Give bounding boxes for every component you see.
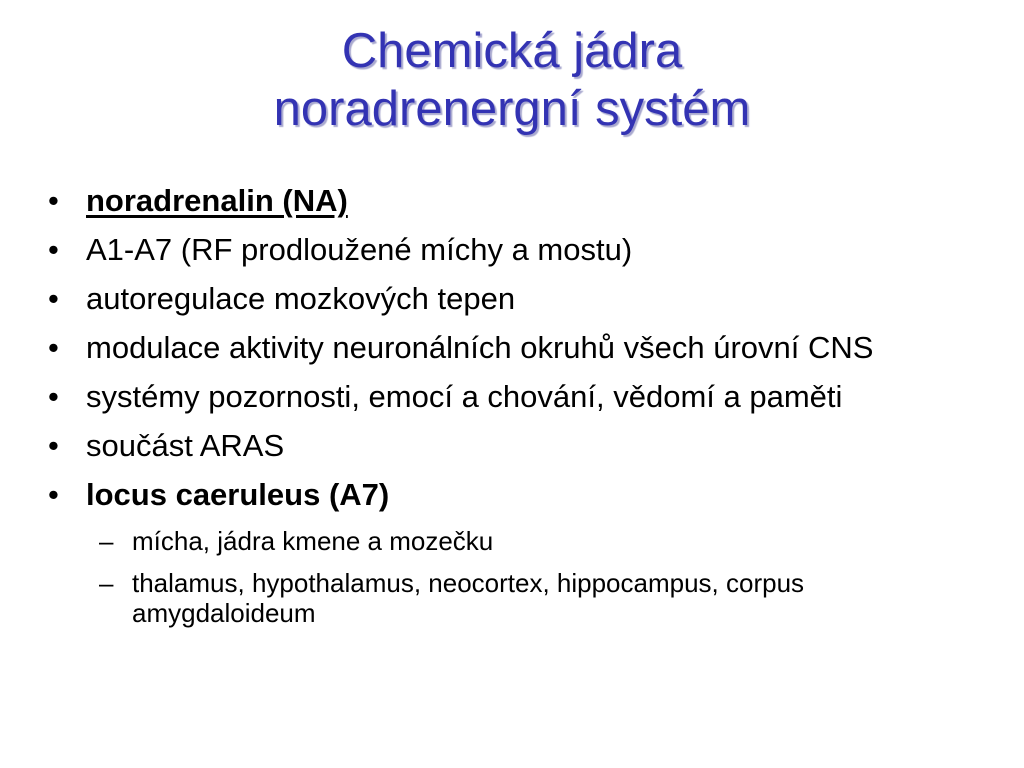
sub-bullet-list	[44, 526, 994, 628]
bullet-text: modulace aktivity neuronálních okruhů všech úrovní CNS	[86, 330, 874, 365]
bullet-text: systémy pozornosti, emocí a chování, vědomí a paměti	[86, 379, 843, 414]
dash-icon: –	[99, 568, 114, 598]
bullet-item	[44, 330, 994, 366]
bullet-text: locus caeruleus (A7)	[86, 477, 390, 512]
title-line-1: Chemická jádra	[341, 24, 683, 78]
bullet-text: noradrenalin (NA)	[86, 183, 348, 218]
bullet-item	[44, 281, 994, 317]
bullet-dot-icon: •	[48, 232, 59, 267]
bullet-text: A1-A7 (RF prodloužené míchy a mostu)	[86, 232, 633, 267]
bullet-dot-icon: •	[48, 379, 59, 414]
bullet-item	[44, 183, 994, 219]
bullet-dot-icon: •	[48, 281, 59, 316]
bullet-dot-icon: •	[48, 183, 59, 218]
bullet-dot-icon: •	[48, 330, 59, 365]
bullet-list	[44, 183, 994, 513]
bullet-item	[44, 379, 994, 415]
slide-title	[0, 22, 1024, 138]
bullet-text: autoregulace mozkových tepen	[86, 281, 516, 316]
bullet-item	[44, 477, 994, 513]
sub-bullet-text: thalamus, hypothalamus, neocortex, hippocampus, corpus amygdaloideum	[132, 568, 805, 628]
sub-bullet-text: mícha, jádra kmene a mozečku	[132, 526, 494, 556]
bullet-dot-icon: •	[48, 428, 59, 463]
title-line-2: noradrenergní systém	[273, 82, 751, 136]
bullet-item	[44, 232, 994, 268]
dash-icon: –	[99, 526, 114, 556]
bullet-dot-icon: •	[48, 477, 59, 512]
bullet-item	[44, 428, 994, 464]
bullet-text: součást ARAS	[86, 428, 285, 463]
sub-bullet-item	[44, 526, 994, 556]
slide-body	[44, 183, 994, 640]
sub-bullet-item	[44, 568, 994, 628]
